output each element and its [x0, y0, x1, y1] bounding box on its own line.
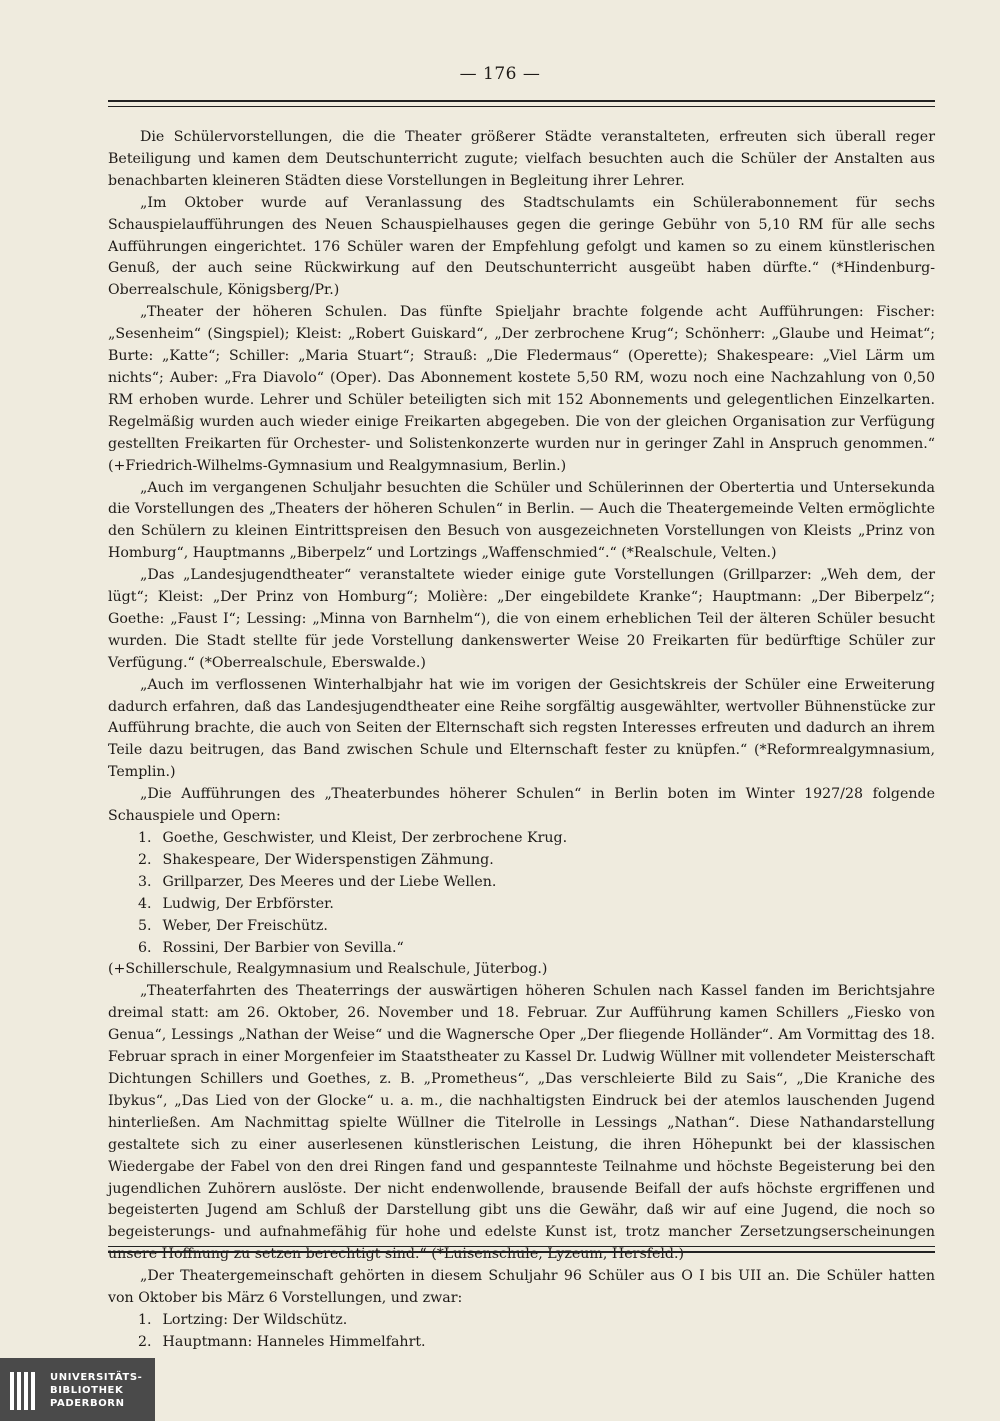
header-rule-thin	[108, 106, 935, 107]
list-text: Weber, Der Freischütz.	[162, 917, 328, 934]
play-list	[108, 1310, 935, 1354]
logo-line: PADERBORN	[50, 1398, 125, 1409]
footer-rule-thin	[108, 1246, 935, 1247]
list-item	[138, 916, 935, 938]
library-emblem-icon	[8, 1370, 38, 1412]
play-list	[108, 828, 935, 959]
footer-rule-thick	[108, 1251, 935, 1253]
list-text: Goethe, Geschwister, und Kleist, Der zerbrochene Krug.	[162, 830, 568, 846]
library-logo	[0, 1358, 155, 1421]
list-number: 3.	[138, 873, 152, 890]
header-rule-thick	[108, 100, 935, 102]
paragraph: „Auch im verflossenen Winterhalbjahr hat wie im vorigen der Gesichtskreis der Schüler eine Erweiterung dadurch erfahren, daß das Landesjugendtheater eine Reihe sorgfältig ausgewählter, wertvoller Bühnenstücke zur Aufführung brachte, die auch von Seiten der Elternschaft sich regsten Interesses erfreuten und dadurch an ihrem Teile dazu beitrugen, das Band zwischen Schule und Elternschaft fester zu knüpfen.“ (*Reformrealgymnasium, Templin.)	[108, 676, 935, 781]
paragraph: „Theaterfahrten des Theaterrings der auswärtigen höheren Schulen nach Kassel fanden im Berichtsjahre dreimal statt: am 26. Oktober, 26. November und 18. Februar. Zur Aufführung kamen Schillers „Fiesko von Genua“, Lessings „Nathan der Weise“ und die Wagnersche Oper „Der fliegende Holländer“. Am Vormittag des 18. Februar sprach in einer Morgenfeier im Staatstheater zu Kassel Dr. Ludwig Wüllner mit vollendeter Meisterschaft Dichtungen Schillers und Goethes, z. B. „Prometheus“, „Das verschleierte Bild zu Sais“, „Die Kraniche des Ibykus“, „Das Lied von der Glocke“ u. a. m., die nachhaltigsten Eindruck bei der atemlos lauschenden Jugend hinterließen. Am Nachmittag spielte Wüllner die Titelrolle in Lessings „Nathan“. Diese Nathandarstellung gestaltete sich zu einer auserlesenen künstlerischen Leistung, die ihren Höhepunkt bei der klassischen Wiedergabe der Fabel von den drei Ringen fand und gespannteste Teilnahme und höchste Begeisterung bei den jugendlichen Zuhörern auslöste. Der nicht endenwollende, brausende Beifall der aufs höchste ergriffenen und begeisterten Jugend am Schluß der Darstellung gibt uns die Gewähr, daß wir auf eine Jugend, die noch so begeisterungs- und aufnahmefähig für hohe und edelste Kunst ist, trotz mancher Zersetzungserscheinungen unsere Hoffnung zu setzen berechtigt sind.“ (*Luisenschule, Lyzeum, Hersfeld.)	[108, 983, 935, 1263]
paragraph: „Das „Landesjugendtheater“ veranstaltete wieder einige gute Vorstellungen (Grillparzer: „Weh dem, der lügt“; Kleist: „Der Prinz von Homburg“; Molière: „Der eingebildete Kranke“; Hauptmann: „Der Biberpelz“; Goethe: „Faust I“; Lessing: „Minna von Barnhelm“), die von einem erheblichen Teil der älteren Schüler besucht wurden. Die Stadt stellte für jede Vorstellung dankenswerter Weise 20 Freikarten für bedürftige Schüler zur Verfügung.“ (*Oberrealschule, Eberswalde.)	[108, 567, 935, 671]
list-number: 6.	[138, 939, 152, 956]
list-number: 4.	[138, 895, 152, 912]
list-text: Lortzing: Der Wildschütz.	[162, 1311, 348, 1328]
list-item	[138, 828, 935, 850]
list-item	[138, 872, 935, 894]
list-item	[138, 938, 935, 960]
paragraph: „Der Theatergemeinschaft gehörten in diesem Schuljahr 96 Schüler aus O I bis UII an. Die Schüler hatten von Oktober bis März 6 Vorstellungen, und zwar:	[108, 1268, 935, 1307]
logo-line: UNIVERSITÄTS-	[50, 1372, 143, 1383]
list-text: Hauptmann: Hanneles Himmelfahrt.	[162, 1333, 426, 1350]
paragraph: „Die Aufführungen des „Theaterbundes höherer Schulen“ in Berlin boten im Winter 1927/28 folgende Schauspiele und Opern:	[108, 786, 935, 825]
paragraph: „Theater der höheren Schulen. Das fünfte Spieljahr brachte folgende acht Aufführungen: Fischer: „Sesenheim“ (Singspiel); Kleist: „Robert Guiskard“, „Der zerbrochene Krug“; Schönherr: „Glaube und Heimat“; Burte: „Katte“; Schiller: „Maria Stuart“; Strauß: „Die Fledermaus“ (Operette); Shakespeare: „Viel Lärm um nichts“; Auber: „Fra Diavolo“ (Oper). Das Abonnement kostete 5,50 RM, wozu noch eine Nachzahlung von 0,50 RM erhoben wurde. Lehrer und Schüler beteiligten sich mit 152 Abonnements und gelegentlichen Einzelkarten. Regelmäßig wurden auch wieder einige Freikarten abgegeben. Die von der gleichen Organisation zur Verfügung gestellten Freikarten für Orchester- und Solistenkonzerte wurden nur in geringer Zahl in Anspruch genommen.“ (+Friedrich-Wilhelms-Gymnasium und Realgymnasium, Berlin.)	[108, 304, 935, 474]
paragraph: „Auch im vergangenen Schuljahr besuchten die Schüler und Schülerinnen der Obertertia und Untersekunda die Vorstellungen des „Theaters der höheren Schulen“ in Berlin. — Auch die Theatergemeinde Velten ermöglichte den Schülern zu kleinen Eintrittspreisen den Besuch von ausgezeichneten Vorstellungen von Kleists „Prinz von Homburg“, Hauptmanns „Biberpelz“ und Lortzings „Waffenschmied“.“ (*Realschule, Velten.)	[108, 479, 935, 562]
page-number: — 176 —	[459, 64, 541, 84]
list-item	[138, 1332, 935, 1354]
list-text: Rossini, Der Barbier von Sevilla.“	[162, 939, 404, 956]
list-text: Shakespeare, Der Widerspenstigen Zähmung.	[162, 851, 494, 868]
list-number: 1.	[138, 830, 152, 846]
source-citation: (+Schillerschule, Realgymnasium und Realschule, Jüterbog.)	[108, 961, 548, 978]
list-item	[138, 850, 935, 872]
list-text: Ludwig, Der Erbförster.	[162, 895, 334, 912]
body-text	[108, 127, 935, 1354]
list-number: 5.	[138, 917, 152, 934]
paragraph: Die Schülervorstellungen, die die Theater größerer Städte veranstalteten, erfreuten sich überall reger Beteiligung und kamen dem Deutschunterricht zugute; vielfach besuchten auch die Schüler der Anstalten aus benachbarten kleineren Städten diese Vorstellungen in Begleitung ihrer Lehrer.	[108, 129, 935, 189]
logo-line: BIBLIOTHEK	[50, 1385, 124, 1396]
list-item	[138, 1310, 935, 1332]
list-text: Grillparzer, Des Meeres und der Liebe Wellen.	[162, 873, 497, 890]
list-number: 1.	[138, 1311, 152, 1328]
list-number: 2.	[138, 1333, 152, 1350]
paragraph: „Im Oktober wurde auf Veranlassung des Stadtschulamts ein Schülerabonnement für sechs Schauspielaufführungen des Neuen Schauspielhauses gegen die geringe Gebühr von 5,10 RM für alle sechs Aufführungen eingerichtet. 176 Schüler waren der Empfehlung gefolgt und kamen so zu einem künstlerischen Genuß, der auch seine Rückwirkung auf den Deutschunterricht ausgeübt haben dürfte.“ (*Hindenburg-Oberrealschule, Königsberg/Pr.)	[108, 194, 935, 299]
list-item	[138, 894, 935, 916]
list-number: 2.	[138, 851, 152, 868]
